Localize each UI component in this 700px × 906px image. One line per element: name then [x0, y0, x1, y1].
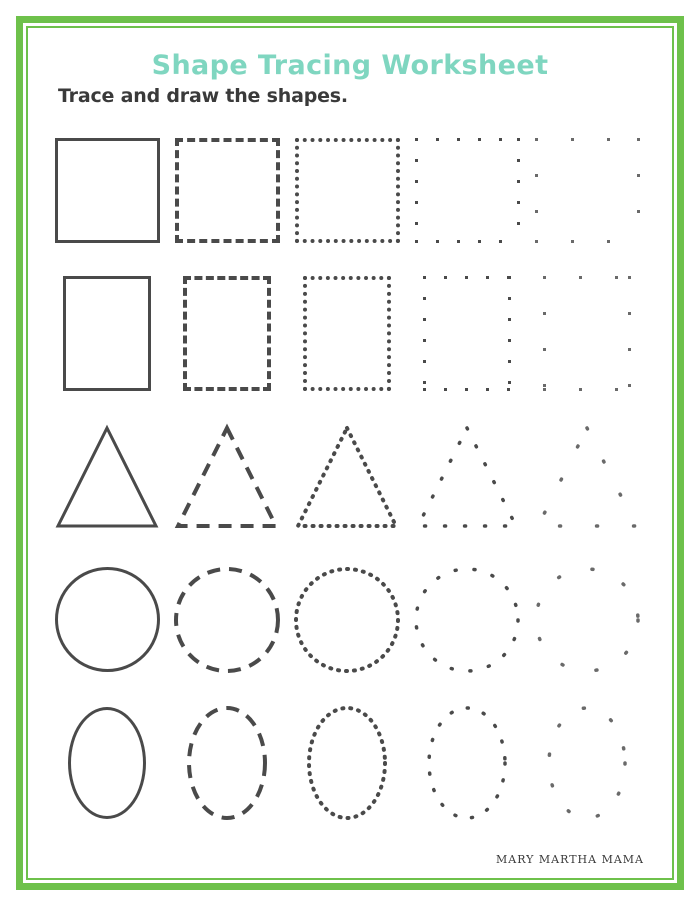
square-dashed-cell: [170, 123, 284, 258]
triangle-dashed-cell: [170, 409, 284, 544]
oval-faint-shape: [542, 703, 632, 823]
worksheet-content: [30, 30, 670, 876]
square-dashed-shape: [175, 138, 280, 243]
rectangle-dotted-shape: [303, 276, 391, 391]
shape-rows: [50, 119, 650, 834]
circle-dashed-cell: [170, 552, 284, 687]
circle-faint-cell: [530, 552, 644, 687]
shape-row-triangle: [50, 405, 650, 548]
circle-dashed-shape: [172, 565, 282, 675]
circle-solid-shape: [55, 567, 160, 672]
triangle-sparse-shape: [412, 422, 522, 532]
oval-sparse-shape: [422, 703, 512, 823]
oval-dotted-shape: [302, 703, 392, 823]
triangle-faint-shape: [532, 422, 642, 532]
oval-dashed-shape: [182, 703, 272, 823]
shape-row-rectangle: [50, 262, 650, 405]
circle-dotted-cell: [290, 552, 404, 687]
square-faint-cell: [530, 123, 644, 258]
square-solid-cell: [50, 123, 164, 258]
page-title: Shape Tracing Worksheet: [151, 50, 549, 81]
square-solid-shape: [55, 138, 160, 243]
square-sparse-cell: [410, 123, 524, 258]
shape-row-circle: [50, 548, 650, 691]
rectangle-solid-shape: [63, 276, 151, 391]
square-dotted-shape: [295, 138, 400, 243]
triangle-dotted-shape: [292, 422, 402, 532]
rectangle-faint-cell: [530, 266, 644, 401]
triangle-solid-shape: [52, 422, 162, 532]
footer-credit: MARY MARTHA MAMA: [496, 853, 644, 866]
triangle-faint-cell: [530, 409, 644, 544]
square-faint-shape: [535, 138, 640, 243]
triangle-sparse-cell: [410, 409, 524, 544]
rectangle-sparse-shape: [423, 276, 511, 391]
oval-dashed-cell: [170, 695, 284, 830]
rectangle-sparse-cell: [410, 266, 524, 401]
rectangle-solid-cell: [50, 266, 164, 401]
oval-solid-cell: [50, 695, 164, 830]
rectangle-dotted-cell: [290, 266, 404, 401]
shape-row-square: [50, 119, 650, 262]
circle-dotted-shape: [292, 565, 402, 675]
rectangle-faint-shape: [543, 276, 631, 391]
circle-sparse-cell: [410, 552, 524, 687]
instructions-text: Trace and draw the shapes.: [58, 85, 348, 107]
square-dotted-cell: [290, 123, 404, 258]
oval-solid-shape: [68, 707, 146, 819]
triangle-dotted-cell: [290, 409, 404, 544]
rectangle-dashed-cell: [170, 266, 284, 401]
square-sparse-shape: [415, 138, 520, 243]
rectangle-dashed-shape: [183, 276, 271, 391]
triangle-solid-cell: [50, 409, 164, 544]
circle-sparse-shape: [412, 565, 522, 675]
circle-faint-shape: [532, 565, 642, 675]
oval-dotted-cell: [290, 695, 404, 830]
shape-row-oval: [50, 691, 650, 834]
circle-solid-cell: [50, 552, 164, 687]
oval-faint-cell: [530, 695, 644, 830]
oval-sparse-cell: [410, 695, 524, 830]
triangle-dashed-shape: [172, 422, 282, 532]
